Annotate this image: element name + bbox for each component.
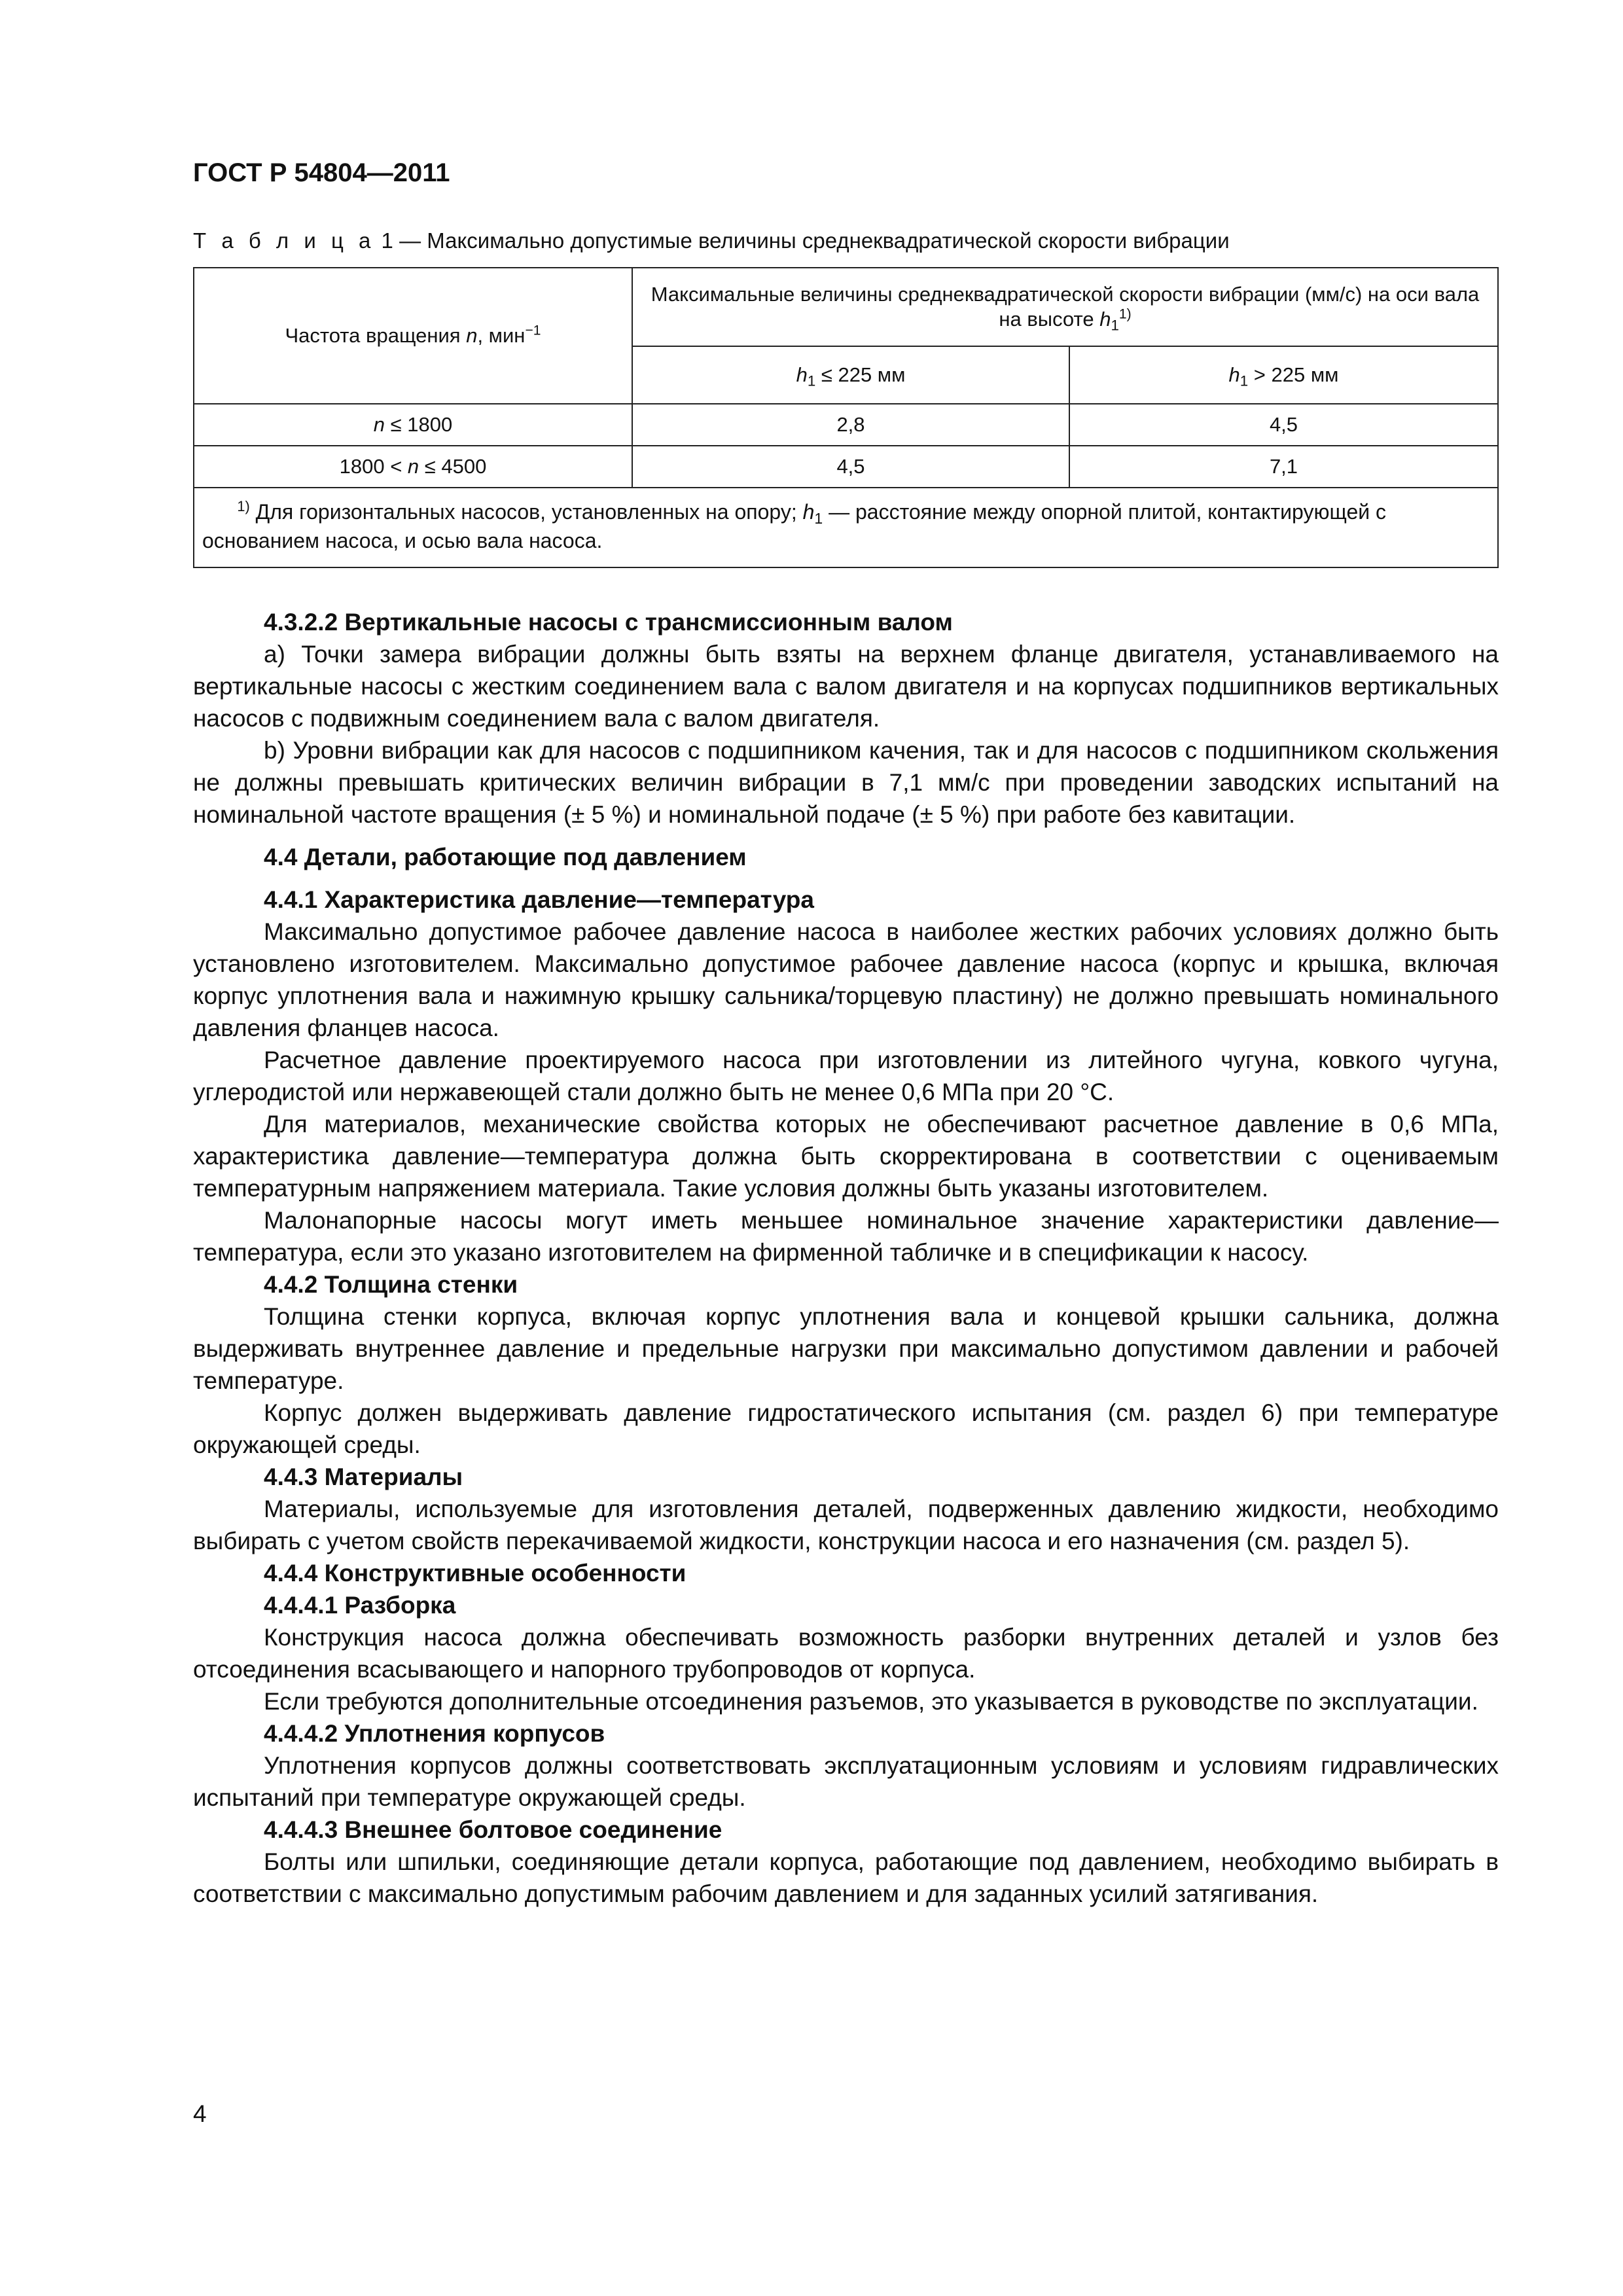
velocity-cell: 7,1 xyxy=(1069,446,1498,488)
table-row xyxy=(194,446,1498,488)
paragraph: Если требуются дополнительные отсоединения разъемов, это указывается в руководстве по эксплуатации. xyxy=(264,1688,1478,1715)
body-text xyxy=(193,606,1499,1910)
rotation-frequency-cell: 1800 < n ≤ 4500 xyxy=(194,446,632,488)
document-page xyxy=(193,157,1499,1910)
paragraph: a) Точки замера вибрации должны быть взяты на верхнем фланце двигателя, устанавливаемого на вертикальные насосы с жестким соединением вала с валом двигателя и на корпусах подшипников вертикальных насосов с подвижным соединением вала с валом двигателя. xyxy=(193,641,1499,732)
section-heading-4-4-4-2: 4.4.4.2 Уплотнения корпусов xyxy=(264,1720,605,1747)
section-heading-4-4-2: 4.4.2 Толщина стенки xyxy=(264,1271,518,1298)
header-max-velocity-group: Максимальные величины среднеквадратической скорости вибрации (мм/с) на оси вала на высоте $h_1^{1)}$ xyxy=(632,268,1498,346)
paragraph: Конструкция насоса должна обеспечивать возможность разборки внутренних деталей и узлов без отсоединения всасывающего и напорного трубопроводов от корпуса. xyxy=(193,1624,1499,1683)
velocity-cell: 4,5 xyxy=(632,446,1069,488)
paragraph: Максимально допустимое рабочее давление насоса в наиболее жестких рабочих условиях должно быть установлено изготовителем. Максимально допустимое рабочее давление насоса (корпус и крышка, включая корпус уплотнения вала и нажимную крышку сальника/торцевую пластину) не должно превышать номинального давления фланцев насоса. xyxy=(193,918,1499,1041)
paragraph: Материалы, используемые для изготовления деталей, подверженных давлению жидкости, необходимо выбирать с учетом свойств перекачиваемой жидкости, конструкции насоса и его назначения (см. раздел 5). xyxy=(193,1496,1499,1554)
velocity-cell: 4,5 xyxy=(1069,404,1498,446)
paragraph: Малонапорные насосы могут иметь меньшее номинальное значение характеристики давление—температура, если это указано изготовителем на фирменной табличке и в спецификации к насосу. xyxy=(193,1207,1499,1266)
table-footnote: $^{1)}$ Для горизонтальных насосов, установленных на опору; $h_1$ — расстояние между опорной плитой, контактирующей с основанием насоса, и осью вала насоса. xyxy=(194,488,1498,567)
table-caption-number: 1 xyxy=(381,228,393,253)
section-heading-4-4-4-1: 4.4.4.1 Разборка xyxy=(264,1592,456,1619)
paragraph: Толщина стенки корпуса, включая корпус уплотнения вала и концевой крышки сальника, должна выдерживать внутреннее давление и предельные нагрузки при максимально допустимом давлении и рабочей температуре. xyxy=(193,1303,1499,1394)
table-caption xyxy=(193,228,1499,254)
paragraph: Для материалов, механические свойства которых не обеспечивают расчетное давление в 0,6 МПа, характеристика давление—температура должна быть скорректирована в соответствии с оцениваемым температурным напряжением материала. Такие условия должны быть указаны изготовителем. xyxy=(193,1111,1499,1202)
rotation-frequency-cell: n ≤ 1800 xyxy=(194,404,632,446)
section-heading-4-4-1: 4.4.1 Характеристика давление—температура xyxy=(264,886,814,913)
table-caption-prefix: Т а б л и ц а xyxy=(193,228,376,253)
section-heading-4-4: 4.4 Детали, работающие под давлением xyxy=(264,844,747,870)
table-caption-text: — Максимально допустимые величины среднеквадратической скорости вибрации xyxy=(393,228,1230,253)
paragraph: Расчетное давление проектируемого насоса при изготовлении из литейного чугуна, ковкого чугуна, углеродистой или нержавеющей стали должно быть не менее 0,6 МПа при 20 °С. xyxy=(193,1047,1499,1105)
paragraph: Болты или шпильки, соединяющие детали корпуса, работающие под давлением, необходимо выбирать в соответствии с максимально допустимым рабочим давлением и для заданных усилий затягивания. xyxy=(193,1848,1499,1907)
section-heading-4-4-4-3: 4.4.4.3 Внешнее болтовое соединение xyxy=(264,1816,722,1843)
section-heading-4-3-2-2: 4.3.2.2 Вертикальные насосы с трансмиссионным валом xyxy=(264,609,953,636)
header-h1-gt-225: $h_1 > 225$ мм xyxy=(1069,346,1498,404)
vibration-table xyxy=(193,267,1499,568)
table-row xyxy=(194,404,1498,446)
paragraph: Уплотнения корпусов должны соответствовать эксплуатационным условиям и условиям гидравлических испытаний при температуре окружающей среды. xyxy=(193,1752,1499,1811)
document-code: ГОСТ Р 54804—2011 xyxy=(193,158,450,187)
section-heading-4-4-3: 4.4.3 Материалы xyxy=(264,1463,463,1490)
paragraph: Корпус должен выдерживать давление гидростатического испытания (см. раздел 6) при температуре окружающей среды. xyxy=(193,1399,1499,1458)
header-h1-le-225: $h_1 \le 225$ мм xyxy=(632,346,1069,404)
page-number: 4 xyxy=(193,2100,207,2127)
paragraph: b) Уровни вибрации как для насосов с подшипником качения, так и для насосов с подшипником скольжения не должны превышать критических величин вибрации в 7,1 мм/с при проведении заводских испытаний на номинальной частоте вращения (± 5 %) и номинальной подаче (± 5 %) при работе без кавитации. xyxy=(193,737,1499,828)
header-rotation-frequency: Частота вращения n, мин$^{-1}$ xyxy=(194,268,632,404)
velocity-cell: 2,8 xyxy=(632,404,1069,446)
section-heading-4-4-4: 4.4.4 Конструктивные особенности xyxy=(264,1560,687,1587)
